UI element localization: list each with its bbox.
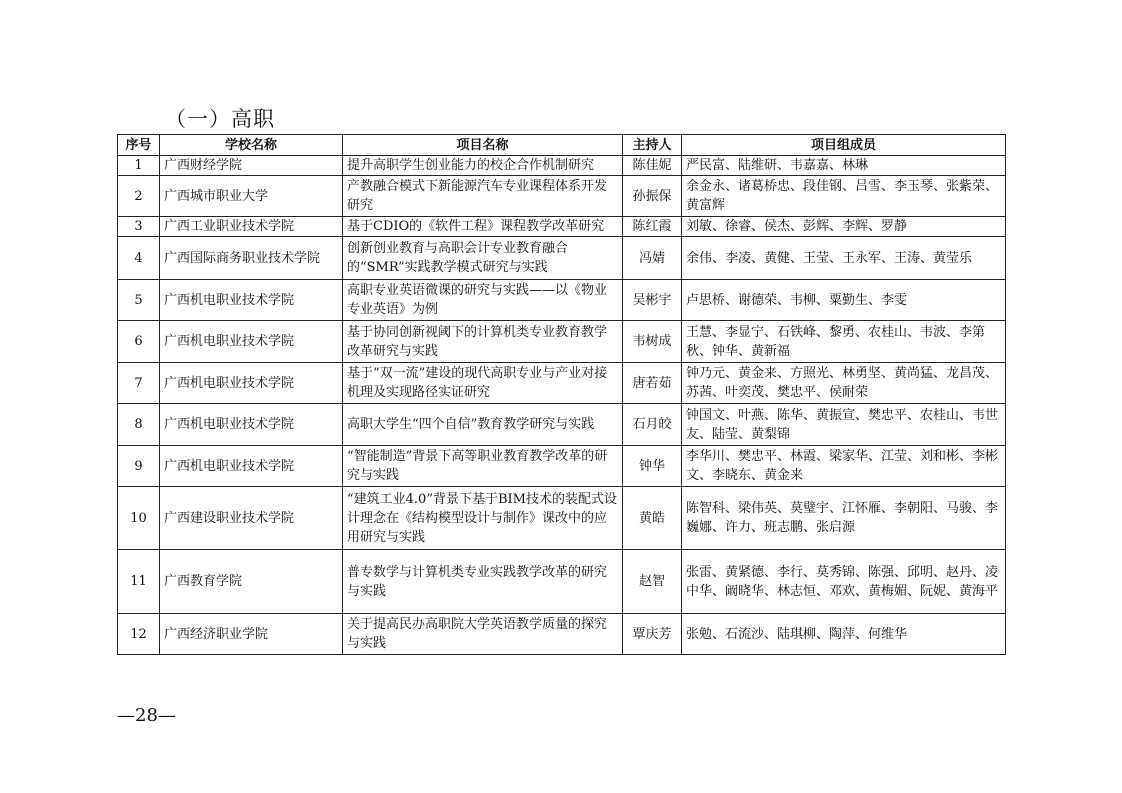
table-row — [118, 363, 1006, 404]
row-members: 余金永、诸葛桥忠、段佳钢、吕雪、李玉琴、张紫荣、黄富辉 — [682, 176, 1006, 217]
row-title: 基于CDIO的《软件工程》课程教学改革研究 — [343, 217, 623, 237]
row-title: 提升高职学生创业能力的校企合作机制研究 — [343, 156, 623, 176]
table-row — [118, 446, 1006, 487]
row-no: 11 — [118, 550, 160, 614]
row-host: 孙振保 — [623, 176, 682, 217]
row-school: 广西工业职业技术学院 — [160, 217, 343, 237]
row-members: 李华川、樊忠平、林霞、梁家华、江莹、刘和彬、李彬文、李晓东、黄金来 — [682, 446, 1006, 487]
row-no: 2 — [118, 176, 160, 217]
row-no: 4 — [118, 237, 160, 280]
row-title: 关于提高民办高职院大学英语教学质量的探究与实践 — [343, 614, 623, 655]
row-members: 张雷、黄紧德、李行、莫秀锦、陈强、邱明、赵丹、凌中华、阚晓华、林志恒、邓欢、黄梅媚、阮妮、黄海平 — [682, 550, 1006, 614]
row-members: 钟乃元、黄金来、方照光、林勇坚、黄尚猛、龙昌茂、苏茜、叶奕茂、樊忠平、侯耐荣 — [682, 363, 1006, 404]
table-row — [118, 487, 1006, 550]
row-no: 1 — [118, 156, 160, 176]
header-school: 学校名称 — [160, 135, 343, 156]
row-no: 6 — [118, 321, 160, 363]
row-members: 卢思桥、谢德荣、韦柳、粟勤生、李雯 — [682, 280, 1006, 321]
table-row — [118, 321, 1006, 363]
row-members: 陈智科、梁伟英、莫璧宇、江怀雁、李朝阳、马骏、李巍娜、许力、班志鹏、张启源 — [682, 487, 1006, 550]
row-members: 钟国文、叶燕、陈华、黄振宣、樊忠平、农桂山、韦世友、陆莹、黄梨锦 — [682, 404, 1006, 446]
section-heading: （一）高职 — [165, 107, 275, 131]
table-row — [118, 280, 1006, 321]
row-host: 陈佳妮 — [623, 156, 682, 176]
row-members: 张勉、石流沙、陆琪柳、陶萍、何维华 — [682, 614, 1006, 655]
row-no: 8 — [118, 404, 160, 446]
row-school: 广西城市职业大学 — [160, 176, 343, 217]
row-title: 创新创业教育与高职会计专业教育融合的“SMR”实践教学模式研究与实践 — [343, 237, 623, 280]
table-row — [118, 550, 1006, 614]
row-title: 高职大学生“四个自信”教育教学研究与实践 — [343, 404, 623, 446]
row-no: 9 — [118, 446, 160, 487]
row-school: 广西教育学院 — [160, 550, 343, 614]
row-host: 唐若茹 — [623, 363, 682, 404]
row-host: 石月皎 — [623, 404, 682, 446]
row-members: 刘敏、徐睿、侯杰、彭辉、李辉、罗静 — [682, 217, 1006, 237]
row-no: 12 — [118, 614, 160, 655]
row-title: 高职专业英语微课的研究与实践——以《物业专业英语》为例 — [343, 280, 623, 321]
row-no: 7 — [118, 363, 160, 404]
table-row — [118, 404, 1006, 446]
row-school: 广西机电职业技术学院 — [160, 321, 343, 363]
row-host: 陈红霞 — [623, 217, 682, 237]
row-host: 覃庆芳 — [623, 614, 682, 655]
header-no: 序号 — [118, 135, 160, 156]
row-title: “智能制造”背景下高等职业教育教学改革的研究与实践 — [343, 446, 623, 487]
row-host: 韦树成 — [623, 321, 682, 363]
row-school: 广西建设职业技术学院 — [160, 487, 343, 550]
table-row — [118, 156, 1006, 176]
row-title: 产教融合模式下新能源汽车专业课程体系开发研究 — [343, 176, 623, 217]
row-host: 吴彬宇 — [623, 280, 682, 321]
table-row — [118, 614, 1006, 655]
row-school: 广西财经学院 — [160, 156, 343, 176]
table-row — [118, 176, 1006, 217]
row-host: 赵智 — [623, 550, 682, 614]
row-no: 5 — [118, 280, 160, 321]
header-host: 主持人 — [623, 135, 682, 156]
row-members: 王慧、李显宁、石铁峰、黎勇、农桂山、韦波、李第秋、钟华、黄新福 — [682, 321, 1006, 363]
table-row — [118, 237, 1006, 280]
row-members: 余伟、李凌、黄健、王莹、王永军、王涛、黄莹乐 — [682, 237, 1006, 280]
page-number: —28— — [117, 705, 176, 726]
row-school: 广西机电职业技术学院 — [160, 363, 343, 404]
row-title: “建筑工业4.0”背景下基于BIM技术的装配式设计理念在《结构模型设计与制作》课改中的应用研究与实践 — [343, 487, 623, 550]
row-title: 基于“双一流”建设的现代高职专业与产业对接机理及实现路径实证研究 — [343, 363, 623, 404]
row-no: 10 — [118, 487, 160, 550]
row-members: 严民富、陆维研、韦嘉嘉、林琳 — [682, 156, 1006, 176]
table-row — [118, 217, 1006, 237]
projects-table — [117, 134, 1006, 655]
row-school: 广西机电职业技术学院 — [160, 404, 343, 446]
row-host: 冯婧 — [623, 237, 682, 280]
row-title: 基于协同创新视阈下的计算机类专业教育教学改革研究与实践 — [343, 321, 623, 363]
row-host: 钟华 — [623, 446, 682, 487]
header-members: 项目组成员 — [682, 135, 1006, 156]
row-title: 普专数学与计算机类专业实践教学改革的研究与实践 — [343, 550, 623, 614]
row-school: 广西机电职业技术学院 — [160, 280, 343, 321]
row-school: 广西经济职业学院 — [160, 614, 343, 655]
table-header-row — [118, 135, 1006, 156]
row-host: 黄皓 — [623, 487, 682, 550]
row-school: 广西机电职业技术学院 — [160, 446, 343, 487]
row-school: 广西国际商务职业技术学院 — [160, 237, 343, 280]
header-title: 项目名称 — [343, 135, 623, 156]
row-no: 3 — [118, 217, 160, 237]
